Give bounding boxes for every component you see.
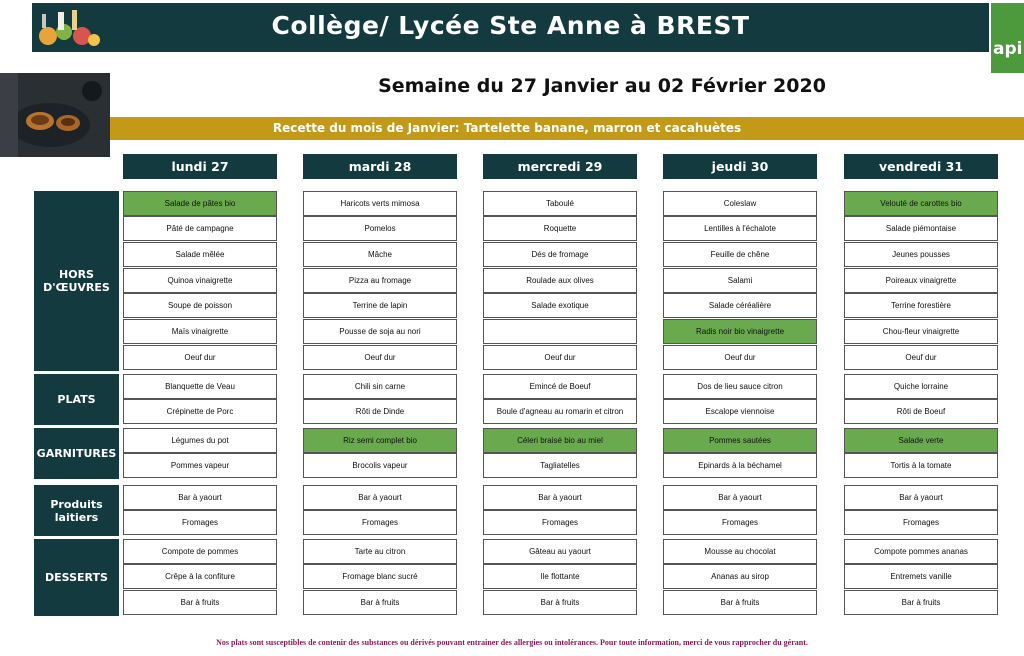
menu-cell-tuesday: Chili sin carne <box>303 374 457 399</box>
food-illustration-icon <box>34 6 104 50</box>
day-header-thursday: jeudi 30 <box>663 154 817 179</box>
menu-cell-friday: Bar à yaourt <box>844 485 998 510</box>
menu-cell-tuesday: Tarte au citron <box>303 539 457 564</box>
menu-cell-friday: Compote pommes ananas <box>844 539 998 564</box>
page-title: Collège/ Lycée Ste Anne à BREST <box>271 11 750 40</box>
menu-cell-thursday: Coleslaw <box>663 191 817 216</box>
menu-cell-monday: Oeuf dur <box>123 345 277 370</box>
menu-cell-monday: Compote de pommes <box>123 539 277 564</box>
menu-cell-wednesday: Oeuf dur <box>483 345 637 370</box>
menu-cell-monday: Soupe de poisson <box>123 293 277 318</box>
menu-cell-friday: Tortis à la tomate <box>844 453 998 478</box>
menu-cell-wednesday: Boule d'agneau au romarin et citron <box>483 399 637 424</box>
menu-cell-tuesday: Terrine de lapin <box>303 293 457 318</box>
menu-cell-thursday: Salade céréalière <box>663 293 817 318</box>
category-hors-doeuvres: HORS D'ŒUVRES <box>34 191 119 371</box>
api-logo-text: api <box>993 39 1023 59</box>
menu-cell-wednesday: Salade exotique <box>483 293 637 318</box>
menu-cell-friday: Rôti de Boeuf <box>844 399 998 424</box>
menu-cell-monday: Bar à yaourt <box>123 485 277 510</box>
menu-cell-thursday: Pommes sautées <box>663 428 817 453</box>
menu-cell-tuesday: Rôti de Dinde <box>303 399 457 424</box>
menu-cell-monday: Blanquette de Veau <box>123 374 277 399</box>
category-plats: PLATS <box>34 374 119 425</box>
menu-cell-friday: Chou-fleur vinaigrette <box>844 319 998 344</box>
menu-cell-wednesday: Roulade aux olives <box>483 268 637 293</box>
day-header-tuesday: mardi 28 <box>303 154 457 179</box>
menu-cell-friday: Poireaux vinaigrette <box>844 268 998 293</box>
menu-cell-monday: Légumes du pot <box>123 428 277 453</box>
menu-cell-wednesday: Tagliatelles <box>483 453 637 478</box>
menu-cell-friday: Oeuf dur <box>844 345 998 370</box>
category-garnitures: GARNITURES <box>34 428 119 479</box>
week-title: Semaine du 27 Janvier au 02 Février 2020 <box>378 75 826 97</box>
menu-cell-thursday: Fromages <box>663 510 817 535</box>
menu-cell-wednesday: Céleri braisé bio au miel <box>483 428 637 453</box>
menu-cell-thursday: Oeuf dur <box>663 345 817 370</box>
menu-cell-friday: Jeunes pousses <box>844 242 998 267</box>
menu-cell-tuesday: Fromage blanc sucré <box>303 564 457 589</box>
menu-cell-monday: Fromages <box>123 510 277 535</box>
menu-cell-monday: Bar à fruits <box>123 590 277 615</box>
menu-cell-thursday: Feuille de chêne <box>663 242 817 267</box>
menu-cell-thursday: Dos de lieu sauce citron <box>663 374 817 399</box>
menu-cell-tuesday: Haricots verts mimosa <box>303 191 457 216</box>
menu-cell-tuesday: Bar à fruits <box>303 590 457 615</box>
menu-cell-wednesday: Roquette <box>483 216 637 241</box>
day-header-friday: vendredi 31 <box>844 154 998 179</box>
menu-cell-thursday: Bar à fruits <box>663 590 817 615</box>
menu-cell-thursday: Radis noir bio vinaigrette <box>663 319 817 344</box>
menu-cell-wednesday: Dés de fromage <box>483 242 637 267</box>
menu-cell-tuesday: Pousse de soja au nori <box>303 319 457 344</box>
menu-cell-thursday: Epinards à la béchamel <box>663 453 817 478</box>
category-produits-laitiers: Produits laitiers <box>34 485 119 536</box>
menu-cell-thursday: Salami <box>663 268 817 293</box>
menu-cell-monday: Salade mêlée <box>123 242 277 267</box>
menu-cell-friday: Fromages <box>844 510 998 535</box>
header-bar <box>32 3 989 52</box>
allergy-notice: Nos plats sont susceptibles de contenir des substances ou dérivés pouvant entrainer des allergies ou intolérances. Pour toute information, merci de vous rapprocher du gérant. <box>216 638 808 647</box>
menu-cell-wednesday: Gâteau au yaourt <box>483 539 637 564</box>
menu-cell-tuesday: Pomelos <box>303 216 457 241</box>
menu-cell-monday: Crépinette de Porc <box>123 399 277 424</box>
menu-cell-friday: Quiche lorraine <box>844 374 998 399</box>
day-header-monday: lundi 27 <box>123 154 277 179</box>
menu-cell-wednesday: Bar à yaourt <box>483 485 637 510</box>
recipe-banner <box>110 117 1024 140</box>
menu-cell-monday: Quinoa vinaigrette <box>123 268 277 293</box>
menu-cell-wednesday: Ile flottante <box>483 564 637 589</box>
menu-cell-thursday: Mousse au chocolat <box>663 539 817 564</box>
menu-cell-wednesday: Taboulé <box>483 191 637 216</box>
menu-cell-friday: Bar à fruits <box>844 590 998 615</box>
menu-cell-tuesday: Riz semi complet bio <box>303 428 457 453</box>
menu-cell-wednesday: Emincé de Boeuf <box>483 374 637 399</box>
menu-cell-friday: Salade verte <box>844 428 998 453</box>
menu-cell-thursday: Escalope viennoise <box>663 399 817 424</box>
menu-cell-friday: Velouté de carottes bio <box>844 191 998 216</box>
menu-cell-monday: Maïs vinaigrette <box>123 319 277 344</box>
menu-cell-tuesday: Brocolis vapeur <box>303 453 457 478</box>
menu-cell-friday: Terrine forestière <box>844 293 998 318</box>
menu-cell-friday: Salade piémontaise <box>844 216 998 241</box>
api-logo <box>991 3 1024 73</box>
category-desserts: DESSERTS <box>34 539 119 616</box>
menu-cell-tuesday: Mâche <box>303 242 457 267</box>
menu-cell-tuesday: Pizza au fromage <box>303 268 457 293</box>
recipe-text: Recette du mois de Janvier: Tartelette banane, marron et cacahuètes <box>272 121 742 135</box>
tartelette-photo-image <box>0 73 110 157</box>
menu-cell-thursday: Lentilles à l'échalote <box>663 216 817 241</box>
menu-cell-tuesday: Fromages <box>303 510 457 535</box>
menu-cell-monday: Salade de pâtes bio <box>123 191 277 216</box>
menu-cell-monday: Pâté de campagne <box>123 216 277 241</box>
day-header-wednesday: mercredi 29 <box>483 154 637 179</box>
menu-cell-thursday: Ananas au sirop <box>663 564 817 589</box>
menu-cell-monday: Crêpe à la confiture <box>123 564 277 589</box>
tartelette-photo <box>0 73 110 157</box>
menu-cell-thursday: Bar à yaourt <box>663 485 817 510</box>
menu-cell-friday: Entremets vanille <box>844 564 998 589</box>
menu-cell-monday: Pommes vapeur <box>123 453 277 478</box>
menu-cell-wednesday: Bar à fruits <box>483 590 637 615</box>
menu-cell-tuesday: Bar à yaourt <box>303 485 457 510</box>
menu-cell-wednesday: Fromages <box>483 510 637 535</box>
menu-cell-wednesday <box>483 319 637 344</box>
menu-cell-tuesday: Oeuf dur <box>303 345 457 370</box>
